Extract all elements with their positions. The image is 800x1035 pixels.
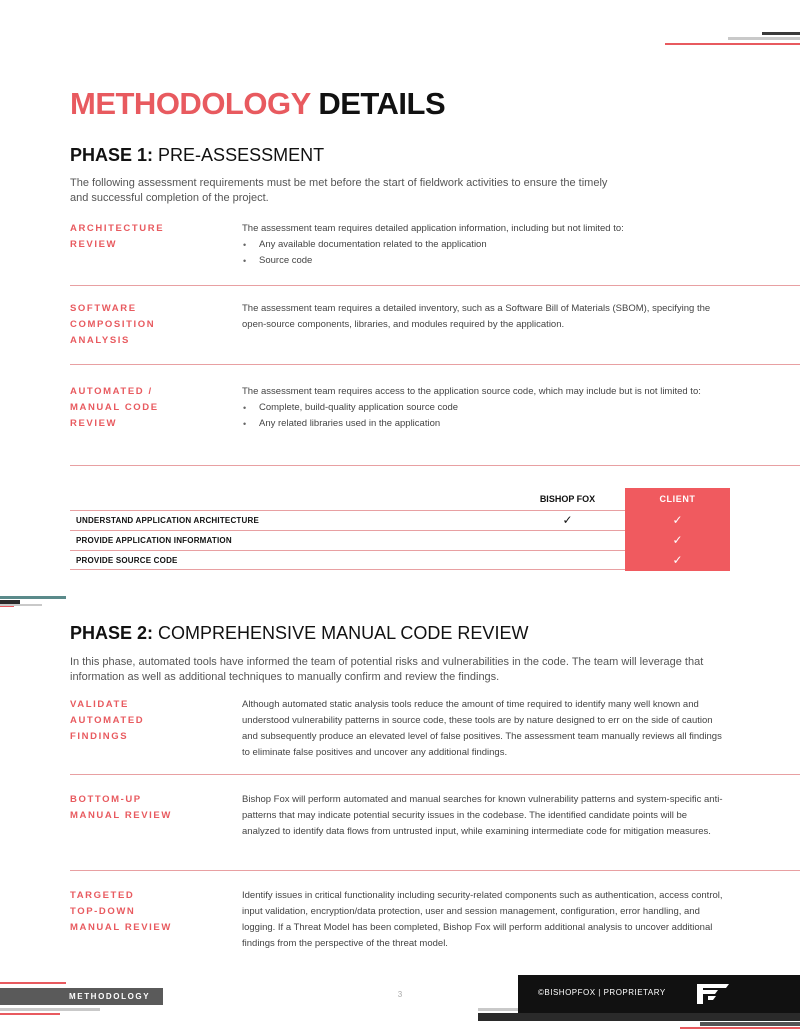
page-number: 3 xyxy=(397,990,403,999)
checkmark-icon: ✓ xyxy=(562,513,573,527)
section-body xyxy=(242,384,727,432)
section-label-line: REVIEW xyxy=(70,418,118,429)
column-header-bishop-fox: BISHOP FOX xyxy=(539,494,596,504)
section-label-line: TARGETED xyxy=(70,890,135,901)
page-title-rest: DETAILS xyxy=(318,86,446,121)
bullet-item: • Source code xyxy=(242,253,727,269)
section-text: Bishop Fox will perform automated and manual searches for known vulnerability patterns and system-specific anti-patterns that may indicate potential security issues in the codebase. The identified candidate points will be analyzed to identify data flows from untrusted input, while examining intermediate code for mitigation measures. xyxy=(242,794,723,837)
table-cell-task: PROVIDE SOURCE CODE xyxy=(76,556,178,565)
section-body xyxy=(242,888,727,952)
page-title xyxy=(70,86,445,122)
section-text: The assessment team requires a detailed inventory, such as a Software Bill of Materials (SBOM), specifying the open-source components, libraries, and modules required by the application. xyxy=(242,303,711,330)
section-divider xyxy=(70,285,800,286)
section-label xyxy=(70,697,220,745)
phase-1-heading xyxy=(70,145,324,166)
checkmark-icon: ✓ xyxy=(625,530,730,551)
section-divider xyxy=(70,774,800,775)
bullet-list xyxy=(242,400,727,432)
section-text: The assessment team requires detailed application information, including but not limited to: xyxy=(242,223,624,234)
table-cell-task: UNDERSTAND APPLICATION ARCHITECTURE xyxy=(76,516,259,525)
table-cell-bishop-fox xyxy=(510,551,625,570)
section-body xyxy=(242,301,727,333)
footer-section-tab xyxy=(0,988,163,1005)
section-label-line: AUTOMATED / xyxy=(70,386,153,397)
phase-1-name: PRE-ASSESSMENT xyxy=(158,145,325,165)
phase-2-heading xyxy=(70,623,528,644)
table-row xyxy=(70,530,730,550)
section-divider xyxy=(70,364,800,365)
section-label-line: MANUAL CODE xyxy=(70,402,159,413)
decor-stripe-bottom-dark-right xyxy=(478,1013,800,1021)
table-cell-task: PROVIDE APPLICATION INFORMATION xyxy=(76,536,232,545)
bullet-list xyxy=(242,237,727,269)
section-body xyxy=(242,792,727,840)
decor-stripe-bottom-red-right xyxy=(680,1027,800,1029)
section-label-line: ARCHITECTURE xyxy=(70,223,165,234)
responsibility-table xyxy=(70,488,730,570)
table-row xyxy=(70,550,730,570)
section-label xyxy=(70,888,220,936)
section-label-line: SOFTWARE xyxy=(70,303,137,314)
decor-stripe-bottom-red-left2 xyxy=(0,1013,60,1015)
section-label xyxy=(70,384,220,432)
section-text: Although automated static analysis tools reduce the amount of time required to identify many well known and understood vulnerability patterns in source code, these tools are by nature designed to err on the side of caution and subsequently produce an elevated level of false positives. The assessment team manually reviews all findings to eliminate false positives and uncover any additional findings. xyxy=(242,699,722,758)
section-body xyxy=(242,221,727,269)
phase-2-intro: In this phase, automated tools have informed the team of potential risks and vulnerabilities in the code. The team will leverage that information as well as additional techniques to manually confirm and review the findings. xyxy=(70,656,704,683)
section-label-line: MANUAL REVIEW xyxy=(70,922,172,933)
section-text: Identify issues in critical functionality including security-related components such as authentication, access control, input validation, encryption/data protection, user and session management, configuration, error handling, and logging. If a Threat Model has been completed, Bishop Fox will perform additional analysis to uncover additional findings from the perspective of the threat model. xyxy=(242,890,723,949)
checkmark-icon: ✓ xyxy=(625,510,730,531)
section-label xyxy=(70,221,220,253)
section-divider xyxy=(70,465,800,466)
decor-stripe-bottom-red-left xyxy=(0,982,66,984)
section-label-line: BOTTOM-UP xyxy=(70,794,142,805)
section-label-line: REVIEW xyxy=(70,239,118,250)
section-label-line: MANUAL REVIEW xyxy=(70,810,172,821)
section-label-line: FINDINGS xyxy=(70,731,129,742)
phase-2-name: COMPREHENSIVE MANUAL CODE REVIEW xyxy=(158,623,529,643)
section-label-line: VALIDATE xyxy=(70,699,129,710)
section-label-line: TOP-DOWN xyxy=(70,906,136,917)
decor-stripe-bottom-gray-right2 xyxy=(700,1022,800,1026)
footer-copyright: ©BISHOPFOX | PROPRIETARY xyxy=(538,988,666,997)
section-body xyxy=(242,697,727,761)
bishop-fox-logo-icon xyxy=(696,982,730,1006)
decor-stripe-left-teal xyxy=(0,596,66,599)
section-divider xyxy=(70,870,800,871)
page-title-accent: METHODOLOGY xyxy=(70,86,311,121)
table-header xyxy=(70,488,730,510)
table-cell-bishop-fox xyxy=(510,531,625,550)
decor-stripe-top-red xyxy=(665,43,800,45)
checkmark-icon: ✓ xyxy=(625,550,730,571)
section-text: The assessment team requires access to the application source code, which may include but is not limited to: xyxy=(242,386,701,397)
phase-1-number: PHASE 1: xyxy=(70,145,154,165)
section-label-line: ANALYSIS xyxy=(70,335,130,346)
decor-stripe-top-gray xyxy=(728,37,800,40)
decor-stripe-top-dark xyxy=(762,32,800,35)
column-header-client: CLIENT xyxy=(625,488,730,510)
section-label xyxy=(70,301,220,349)
bullet-item: • Complete, build-quality application source code xyxy=(242,400,727,416)
section-label xyxy=(70,792,220,824)
bullet-item: • Any related libraries used in the application xyxy=(242,416,727,432)
decor-stripe-left-gray xyxy=(0,604,42,606)
phase-1-intro: The following assessment requirements must be met before the start of fieldwork activities to ensure the timely and successful completion of the project. xyxy=(70,177,608,204)
bullet-item: • Any available documentation related to the application xyxy=(242,237,727,253)
phase-2-number: PHASE 2: xyxy=(70,623,154,643)
table-row xyxy=(70,510,730,530)
footer-section-label: METHODOLOGY xyxy=(69,992,151,1001)
section-label-line: COMPOSITION xyxy=(70,319,156,330)
section-label-line: AUTOMATED xyxy=(70,715,145,726)
decor-stripe-bottom-gray-left xyxy=(0,1008,100,1011)
